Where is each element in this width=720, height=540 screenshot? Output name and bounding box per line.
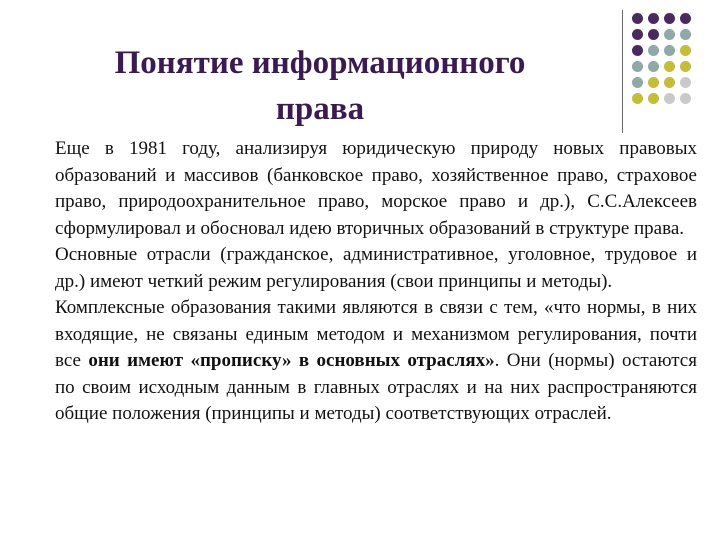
vertical-divider: [622, 10, 623, 133]
decorative-dot: [664, 13, 675, 24]
decorative-dot: [680, 93, 691, 104]
paragraph-1: Еще в 1981 году, анализируя юридическую природу новых правовых образований и массивов (банковское право, хозяйственное право, страховое право, природоохранительное право, морское право и др.), С.С.Алексеев сформулировал и обосновал идею вторичных образований в структуре права.: [55, 138, 697, 239]
paragraph-2: Основные отрасли (гражданское, административное, уголовное, трудовое и др.) имеют четкий режим регулирования (свои принципы и методы).: [55, 244, 697, 292]
decorative-dot: [664, 61, 675, 72]
slide-title: [40, 40, 600, 132]
decorative-dot: [648, 77, 659, 88]
decorative-dot: [632, 93, 643, 104]
decorative-dot: [632, 77, 643, 88]
decorative-dot-grid: [632, 13, 712, 109]
decorative-dot: [632, 29, 643, 40]
paragraph-3: [55, 295, 697, 428]
decorative-dot: [664, 93, 675, 104]
decorative-dot: [680, 13, 691, 24]
decorative-dot: [680, 77, 691, 88]
slide-title-line-2: права: [275, 91, 365, 127]
decorative-dot: [632, 61, 643, 72]
decorative-dot: [680, 29, 691, 40]
decorative-dot: [648, 29, 659, 40]
decorative-dot: [632, 13, 643, 24]
decorative-dot: [680, 45, 691, 56]
paragraph-3-text-start: Комплексные образования такими являются в связи с тем, «что нормы, в них входящие, не связаны единым методом и механизмом регулирования, почти все: [55, 297, 697, 371]
decorative-dot: [648, 13, 659, 24]
paragraph-3-emphasis: они имеют «прописку» в основных отраслях»: [88, 350, 495, 371]
slide-body: [55, 136, 697, 428]
decorative-dot: [664, 77, 675, 88]
decorative-dot: [664, 45, 675, 56]
decorative-dot: [648, 93, 659, 104]
decorative-dot: [648, 45, 659, 56]
decorative-dot: [680, 61, 691, 72]
paragraph-3-text-end: . Они (нормы) остаются по своим исходным данным в главных отраслях и на них распространяются общие положения (принципы и методы) соответствующих отраслей.: [55, 350, 697, 424]
decorative-dot: [632, 45, 643, 56]
decorative-dot: [648, 61, 659, 72]
decorative-dot: [664, 29, 675, 40]
slide-title-line-1: Понятие информационного: [114, 45, 526, 81]
